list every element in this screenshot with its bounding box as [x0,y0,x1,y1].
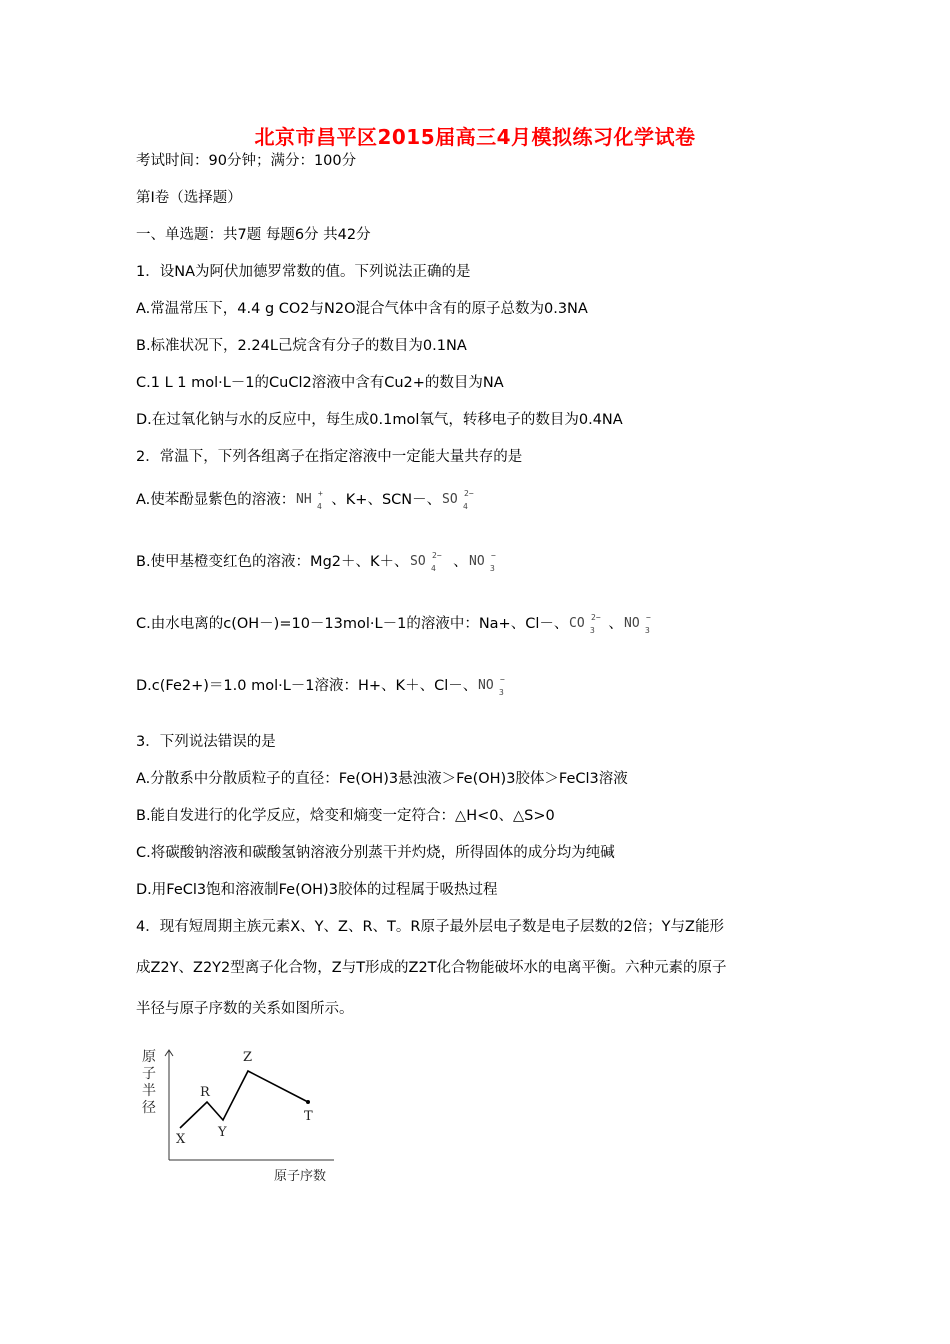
co3-ion-formula [569,612,607,636]
svg-text:−: − [490,551,496,560]
exam-info: 考试时间：90分钟；满分：100分 [136,153,357,169]
svg-text:径: 径 [142,1100,156,1116]
svg-text:+: + [318,489,324,498]
point-label-r: R [200,1085,210,1100]
nh4-ion-formula [296,488,330,512]
svg-text:NO: NO [468,554,485,569]
q2-b-separator: 、 [448,554,468,570]
svg-text:SO: SO [409,554,426,569]
atomic-radius-graph [136,1044,346,1193]
q3-option-d: D.用FeCl3饱和溶液制Fe(OH)3胶体的过程属于吸热过程 [136,882,498,898]
q2-a-text-mid: 、K+、SCN－、 [331,492,442,508]
svg-text:2−: 2− [431,551,442,560]
svg-text:3: 3 [644,626,650,635]
svg-text:NH: NH [296,492,312,507]
page-title: 北京市昌平区2015届高三4月模拟练习化学试卷 [254,125,696,149]
point-label-z: Z [243,1050,253,1065]
q1-option-d: D.在过氧化钠与水的反应中，每生成0.1mol氧气，转移电子的数目为0.4NA [136,412,623,428]
svg-text:4: 4 [317,502,323,511]
q1-stem: 1．设NA为阿伏加德罗常数的值。下列说法正确的是 [136,264,471,280]
q4-line-3: 半径与原子序数的关系如图所示。 [136,1001,354,1017]
q2-option-c [136,612,659,636]
q2-b-text: B.使甲基橙变红色的溶液：Mg2＋、K＋、 [136,554,409,570]
section-heading: 第I卷（选择题） [136,190,242,206]
q2-a-text: A.使苯酚显紫色的溶液： [136,492,296,508]
svg-text:SO: SO [442,492,458,507]
svg-text:CO: CO [569,616,586,631]
point-label-y: Y [218,1125,227,1140]
q1-option-a: A.常温常压下，4.4 g CO2与N2O混合气体中含有的原子总数为0.3NA [136,301,588,317]
svg-text:子: 子 [142,1066,156,1082]
svg-text:−: − [500,675,506,684]
point-t-marker [306,1100,310,1104]
no3-ion-formula [478,674,512,698]
q3-option-a: A.分散系中分散质粒子的直径：Fe(OH)3悬浊液＞Fe(OH)3胶体＞FeCl3溶液 [136,771,628,787]
svg-text:4: 4 [430,564,436,573]
svg-text:3: 3 [489,564,495,573]
q4-line-2: 成Z2Y、Z2Y2型离子化合物，Z与T形成的Z2T化合物能破坏水的电离平衡。六种元素的原子 [136,960,727,976]
q2-option-b [136,550,504,574]
svg-text:半: 半 [142,1083,156,1099]
svg-text:NO: NO [623,616,640,631]
q3-option-c: C.将碳酸钠溶液和碳酸氢钠溶液分别蒸干并灼烧，所得固体的成分均为纯碱 [136,845,615,861]
svg-text:NO: NO [478,678,494,693]
q3-option-b: B.能自发进行的化学反应，焓变和熵变一定符合：△H<0、△S>0 [136,808,555,824]
svg-text:−: − [645,613,651,622]
q4-line-1: 4．现有短周期主族元素X、Y、Z、R、T。R原子最外层电子数是电子层数的2倍；Y与Z能形 [136,919,724,935]
x-axis-label: 原子序数 [274,1169,327,1184]
q2-option-a [136,488,481,512]
svg-text:3: 3 [590,626,596,635]
y-axis-label [142,1049,156,1116]
q2-d-text: D.c(Fe2+)＝1.0 mol·L－1溶液：H+、K＋、Cl－、 [136,678,478,694]
q2-stem: 2．常温下，下列各组离子在指定溶液中一定能大量共存的是 [136,449,523,465]
q1-option-c: C.1 L 1 mol·L－1的CuCl2溶液中含有Cu2+的数目为NA [136,375,504,391]
svg-text:4: 4 [463,502,468,511]
part-heading: 一、单选题：共7题 每题6分 共42分 [136,227,371,243]
q2-option-d [136,674,513,698]
svg-text:3: 3 [499,688,505,697]
q2-c-text: C.由水电离的c(OH－)=10－13mol·L－1的溶液中：Na+、Cl－、 [136,616,569,632]
point-label-x: X [176,1132,186,1147]
svg-text:原: 原 [142,1049,156,1065]
so4-ion-formula [442,488,480,512]
no3-ion-formula [469,550,503,574]
point-label-t: T [304,1109,313,1124]
q1-option-b: B.标准状况下，2.24L己烷含有分子的数目为0.1NA [136,338,467,354]
q3-stem: 3．下列说法错误的是 [136,734,276,750]
svg-text:2−: 2− [464,489,474,498]
no3-ion-formula [624,612,658,636]
svg-text:2−: 2− [591,613,601,622]
q2-c-separator: 、 [608,616,623,632]
so4-ion-formula [410,550,448,574]
